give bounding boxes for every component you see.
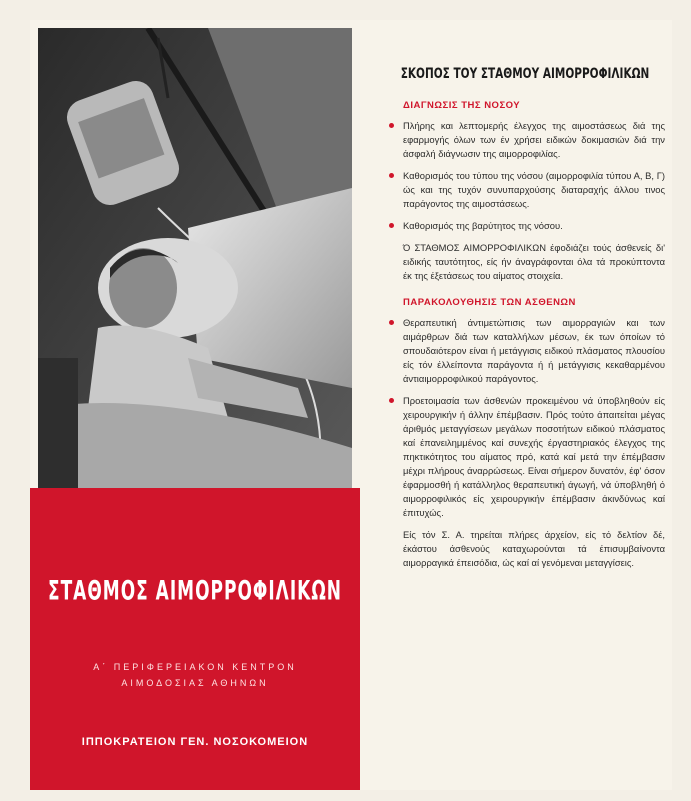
section-heading: ΠΑΡΑΚΟΛΟΥΘΗΣΙΣ ΤΩΝ ΑΣΘΕΝΩΝ xyxy=(403,297,576,308)
list-item xyxy=(385,394,665,520)
section-heading: ΔΙΑΓΝΩΣΙΣ ΤΗΣ ΝΟΣΟΥ xyxy=(403,100,521,111)
bullet-list xyxy=(385,119,665,233)
list-item-text: Καθορισμός του τύπου της νόσου (αιμορροφιλία τύπου Α, Β, Γ) ώς και της τυχόν συνυπαρχούσης διαταραχής άλλου τινος παράγοντος της αιμοστάσεως. xyxy=(403,170,665,209)
list-item-text: Θεραπευτική άντιμετώπισις των αιμορραγιών και των αιμάρθρων διά των καταλλήλων μέσων, έκ των όποίων τό σπουδαιότερον είναι ή μετάγγισις ειδικού πλάσματος πλουσίου είς τόν έλλείποντα παράγοντα ή ή μετάγγισις κεκαθαρμένου άντιαιμορροφιλικού παράγοντος. xyxy=(403,317,665,384)
panel-title: ΣΤΑΘΜΟΣ ΑΙΜΟΡΡΟΦΙΛΙΚΩΝ xyxy=(47,576,343,607)
right-column xyxy=(385,66,665,578)
bullet-list xyxy=(385,316,665,520)
list-item xyxy=(385,219,665,233)
hospital-name: ΙΠΠΟΚΡΑΤΕΙΟΝ ΓΕΝ. ΝΟΣΟΚΟΜΕΙΟΝ xyxy=(81,736,309,748)
section-paragraph: Ό ΣΤΑΘΜΟΣ ΑΙΜΟΡΡΟΦΙΛΙΚΩΝ έφοδιάζει τούς άσθενείς δι' ειδικής ταυτότητος, είς ήν άναγράφονται όλα τά προκύπτοντα έκ της έξετάσεως του αίματος στοιχεία. xyxy=(403,242,665,281)
list-item xyxy=(385,169,665,211)
list-item-text: Προετοιμασία των άσθενών προκειμένου νά ύποβληθούν είς χειρουργικήν ή άλλην έπέμβασιν. Πρός τούτο άπαιτείται μέγας άριθμός μεταγγίσεων μεγάλων ποσοτήτων ειδικού πλάσματος καί έπανειλημμένος καί συνεχής έργαστηριακός έλεγχος της πηκτικότητος του αίματος πρό, κατά καί μετά την έπέμβασιν μέχρι πλήρους άναρρώσεως. Είναι σήμερον δυνατόν, έφ' όσον έφαρμοσθή ή κατάλληλος θεραπευτική άγωγή, νά ύποβληθή ό αιμορροφιλικός είς χειρουργικήν έπέμβασιν άκινδύνως καί έπιτυχώς. xyxy=(403,395,665,518)
left-column xyxy=(30,20,360,790)
bullet-icon xyxy=(389,123,394,128)
section-paragraph: Είς τόν Σ. Α. τηρείται πλήρες άρχείον, είς τό δελτίον δέ, έκάστου άσθενούς καταχωρούνται τά έπισυμβαίνοντα αιμορραγικά έπεισόδια, ώς καί αί γενόμεναι μεταγγίσεις. xyxy=(403,529,665,568)
panel-subtitle-line1: Α΄ ΠΕΡΙΦΕΡΕΙΑΚΟΝ ΚΕΝΤΡΟΝ xyxy=(93,662,297,672)
list-item-text: Καθορισμός της βαρύτητος της νόσου. xyxy=(403,220,563,231)
list-item xyxy=(385,119,665,161)
bullet-icon xyxy=(389,320,394,325)
section-diagnosis xyxy=(385,100,665,283)
bullet-icon xyxy=(389,223,394,228)
brochure-page xyxy=(30,20,672,790)
bullet-icon xyxy=(389,398,394,403)
list-item xyxy=(385,316,665,386)
list-item-text: Πλήρης και λεπτομερής έλεγχος της αιμοστάσεως διά της εφαρμογής όλων των έν χρήσει ειδικών δοκιμασιών διά την άσφαλή διάγνωσιν της αιμορροφιλίας. xyxy=(403,120,665,159)
main-heading: ΣΚΟΠΟΣ ΤΟΥ ΣΤΑΘΜΟΥ ΑΙΜΟΡΡΟΦΙΛΙΚΩΝ xyxy=(400,66,650,83)
section-patient-monitoring xyxy=(385,297,665,570)
panel-subtitle-line2: ΑΙΜΟΔΟΣΙΑΣ ΑΘΗΝΩΝ xyxy=(121,678,269,688)
hospital-photo xyxy=(38,28,352,488)
child-transfusion-image-icon xyxy=(38,28,352,488)
red-title-panel xyxy=(30,488,360,790)
bullet-icon xyxy=(389,173,394,178)
